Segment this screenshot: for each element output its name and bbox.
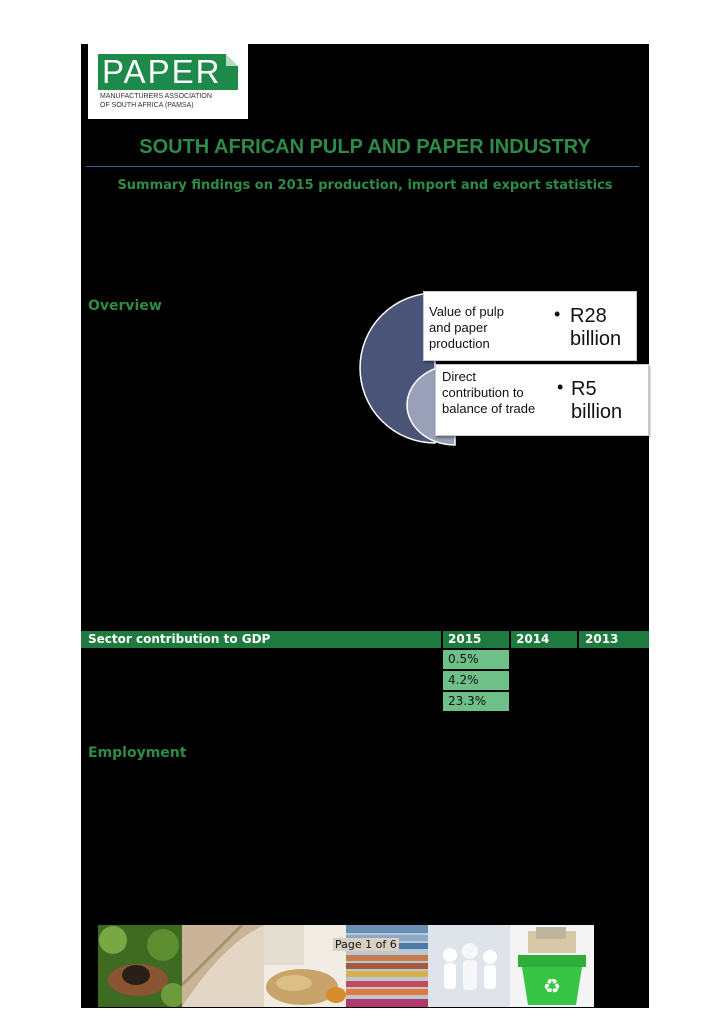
gdp-cell: 0.5% bbox=[443, 650, 509, 669]
trade-value: R5 billion bbox=[571, 378, 623, 423]
document-subtitle: Summary findings on 2015 production, import and export statistics bbox=[117, 178, 613, 193]
production-label: Value of pulp and paper production bbox=[429, 304, 504, 351]
overview-heading: Overview bbox=[88, 298, 162, 314]
employment-heading: Employment bbox=[88, 745, 187, 761]
document-title: SOUTH AFRICAN PULP AND PAPER INDUSTRY bbox=[139, 136, 591, 158]
recycling-bin-photo bbox=[510, 925, 594, 1007]
gdp-cell: 23.3% bbox=[443, 692, 509, 711]
logo-subtitle bbox=[100, 92, 246, 110]
production-value: R28 billion bbox=[570, 305, 622, 350]
page-number: Page 1 of 6 bbox=[335, 938, 397, 951]
trade-label: Direct contribution to balance of trade bbox=[442, 369, 536, 416]
gdp-year-2014: 2014 bbox=[511, 631, 577, 648]
gdp-table-title: Sector contribution to GDP bbox=[81, 631, 441, 648]
bullet-icon: • bbox=[557, 377, 564, 397]
bullet-icon: • bbox=[554, 304, 561, 324]
logo-word: PAPER bbox=[98, 54, 238, 90]
trade-contribution-box bbox=[435, 364, 649, 436]
logo-fold-icon bbox=[226, 54, 238, 66]
paper-people-photo bbox=[428, 925, 510, 1007]
paper-roll-photo bbox=[182, 925, 264, 1007]
logo-subtitle-line2: OF SOUTH AFRICA (PAMSA) bbox=[100, 102, 194, 109]
title-divider bbox=[86, 166, 639, 167]
gdp-year-2015: 2015 bbox=[443, 631, 509, 648]
production-value-box bbox=[423, 291, 637, 361]
svg-text:♻: ♻ bbox=[543, 974, 561, 998]
gdp-cell: 4.2% bbox=[443, 671, 509, 690]
hands-soil-photo bbox=[98, 925, 182, 1007]
logo-subtitle-line1: MANUFACTURERS ASSOCIATION bbox=[100, 93, 212, 100]
gdp-year-2013: 2013 bbox=[579, 631, 649, 648]
